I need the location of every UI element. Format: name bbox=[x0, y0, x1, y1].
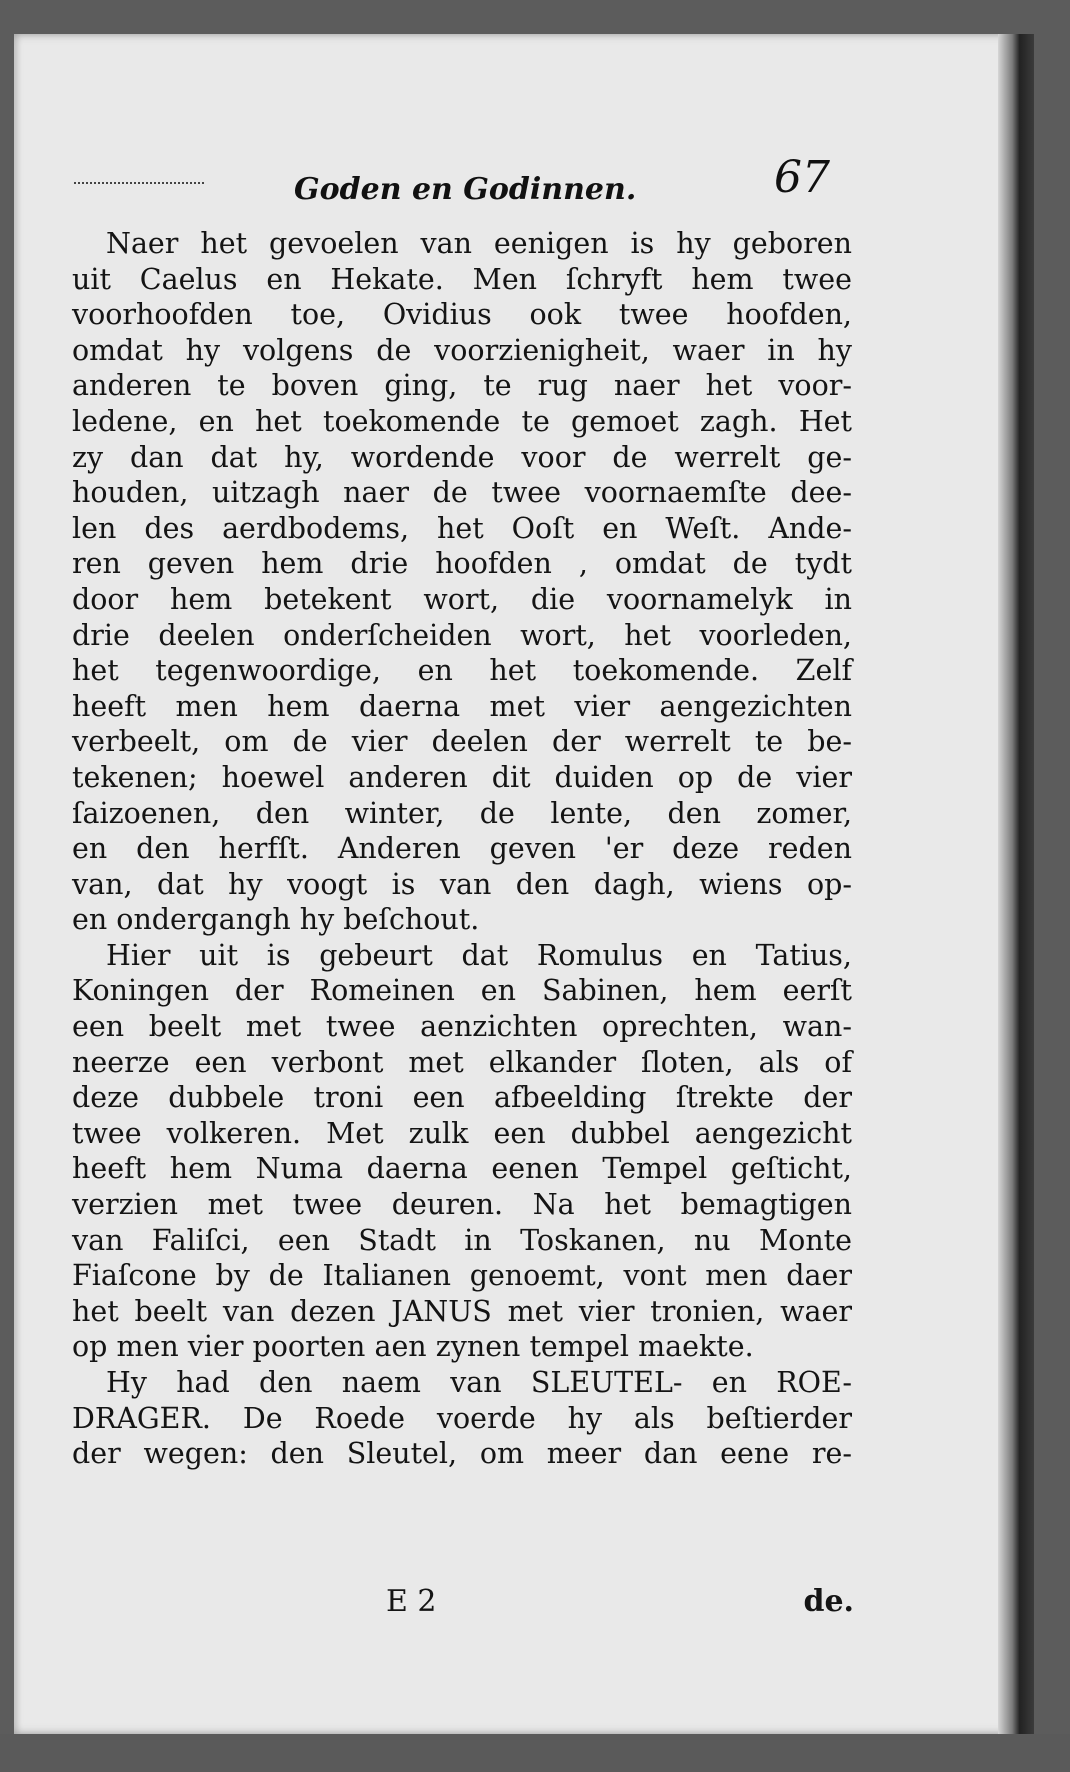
paper-page bbox=[14, 34, 1034, 1734]
text-line: Hier uit is gebeurt dat Romulus en Tatius, bbox=[106, 938, 852, 972]
signature-mark: E 2 bbox=[386, 1584, 437, 1619]
text-line: verzien met twee deuren. Na het bemagtigen bbox=[72, 1188, 852, 1222]
text-line: van Faliſci, een Stadt in Toskanen, nu Monte bbox=[72, 1223, 852, 1257]
text-line: der wegen: den Sleutel, om meer dan eene re- bbox=[72, 1437, 852, 1471]
text-line: Koningen der Romeinen en Sabinen, hem eerſt bbox=[72, 974, 852, 1008]
catchword: de. bbox=[803, 1584, 854, 1619]
scan-background bbox=[0, 1734, 1070, 1772]
text-line: neerze een verbont met elkander ſloten, als of bbox=[72, 1045, 852, 1079]
text-line: uit Caelus en Hekate. Men ſchryft hem twee bbox=[72, 262, 852, 296]
text-line: en den herfſt. Anderen geven 'er deze reden bbox=[72, 832, 852, 866]
text-line: voorhoofden toe, Ovidius ook twee hoofden, bbox=[72, 298, 852, 332]
page-header bbox=[74, 146, 854, 216]
text-line: anderen te boven ging, te rug naer het voor- bbox=[72, 369, 852, 403]
text-line: een beelt met twee aenzichten oprechten, wan- bbox=[72, 1010, 852, 1044]
text-line: heeft men hem daerna met vier aengezichten bbox=[72, 689, 852, 723]
text-line: het tegenwoordige, en het toekomende. Zelf bbox=[72, 654, 852, 688]
text-line: ledene, en het toekomende te gemoet zagh. Het bbox=[72, 404, 852, 438]
text-line: len des aerdbodems, het Ooſt en Weſt. Ande- bbox=[72, 511, 852, 545]
page-footer bbox=[374, 1584, 854, 1624]
text-line: Hy had den naem van SLEUTEL- en ROE- bbox=[106, 1366, 852, 1399]
text-line: ren geven hem drie hoofden , omdat de tydt bbox=[72, 547, 852, 581]
text-line: zy dan dat hy, wordende voor de werrelt ge- bbox=[72, 440, 852, 474]
text-line: van, dat hy voogt is van den dagh, wiens op- bbox=[72, 867, 852, 901]
text-line: ſaizoenen, den winter, de lente, den zomer, bbox=[72, 796, 852, 830]
text-line: heeft hem Numa daerna eenen Tempel geſticht, bbox=[72, 1152, 852, 1186]
text-line: verbeelt, om de vier deelen der werrelt te be- bbox=[72, 725, 852, 759]
text-line: omdat hy volgens de voorzienigheit, waer in hy bbox=[72, 333, 852, 367]
text-line: deze dubbele troni een afbeelding ſtrekte der bbox=[72, 1081, 852, 1115]
text-line: het beelt van dezen JANUS met vier tronien, waer bbox=[72, 1294, 852, 1328]
text-line: tekenen; hoewel anderen dit duiden op de vier bbox=[72, 760, 852, 794]
text-line: en ondergangh hy beſchout. bbox=[72, 903, 480, 937]
text-line: DRAGER. De Roede voerde hy als beſtierder bbox=[72, 1401, 852, 1435]
page-number: 67 bbox=[774, 152, 830, 203]
text-line: op men vier poorten aen zynen tempel maekte. bbox=[72, 1330, 754, 1364]
header-ornament bbox=[74, 182, 204, 184]
body-text bbox=[72, 226, 852, 1472]
text-line: Fiaſcone by de Italianen genoemt, vont men daer bbox=[72, 1259, 852, 1293]
book-fore-edge bbox=[998, 34, 1034, 1734]
text-line: houden, uitzagh naer de twee voornaemſte dee- bbox=[72, 476, 852, 510]
text-line: drie deelen onderſcheiden wort, het voorleden, bbox=[72, 618, 852, 652]
text-line: Naer het gevoelen van eenigen is hy geboren bbox=[106, 227, 852, 260]
text-line: twee volkeren. Met zulk een dubbel aengezicht bbox=[72, 1116, 852, 1150]
text-line: door hem betekent wort, die voornamelyk in bbox=[72, 582, 852, 616]
running-title: Goden en Godinnen. bbox=[294, 172, 637, 207]
